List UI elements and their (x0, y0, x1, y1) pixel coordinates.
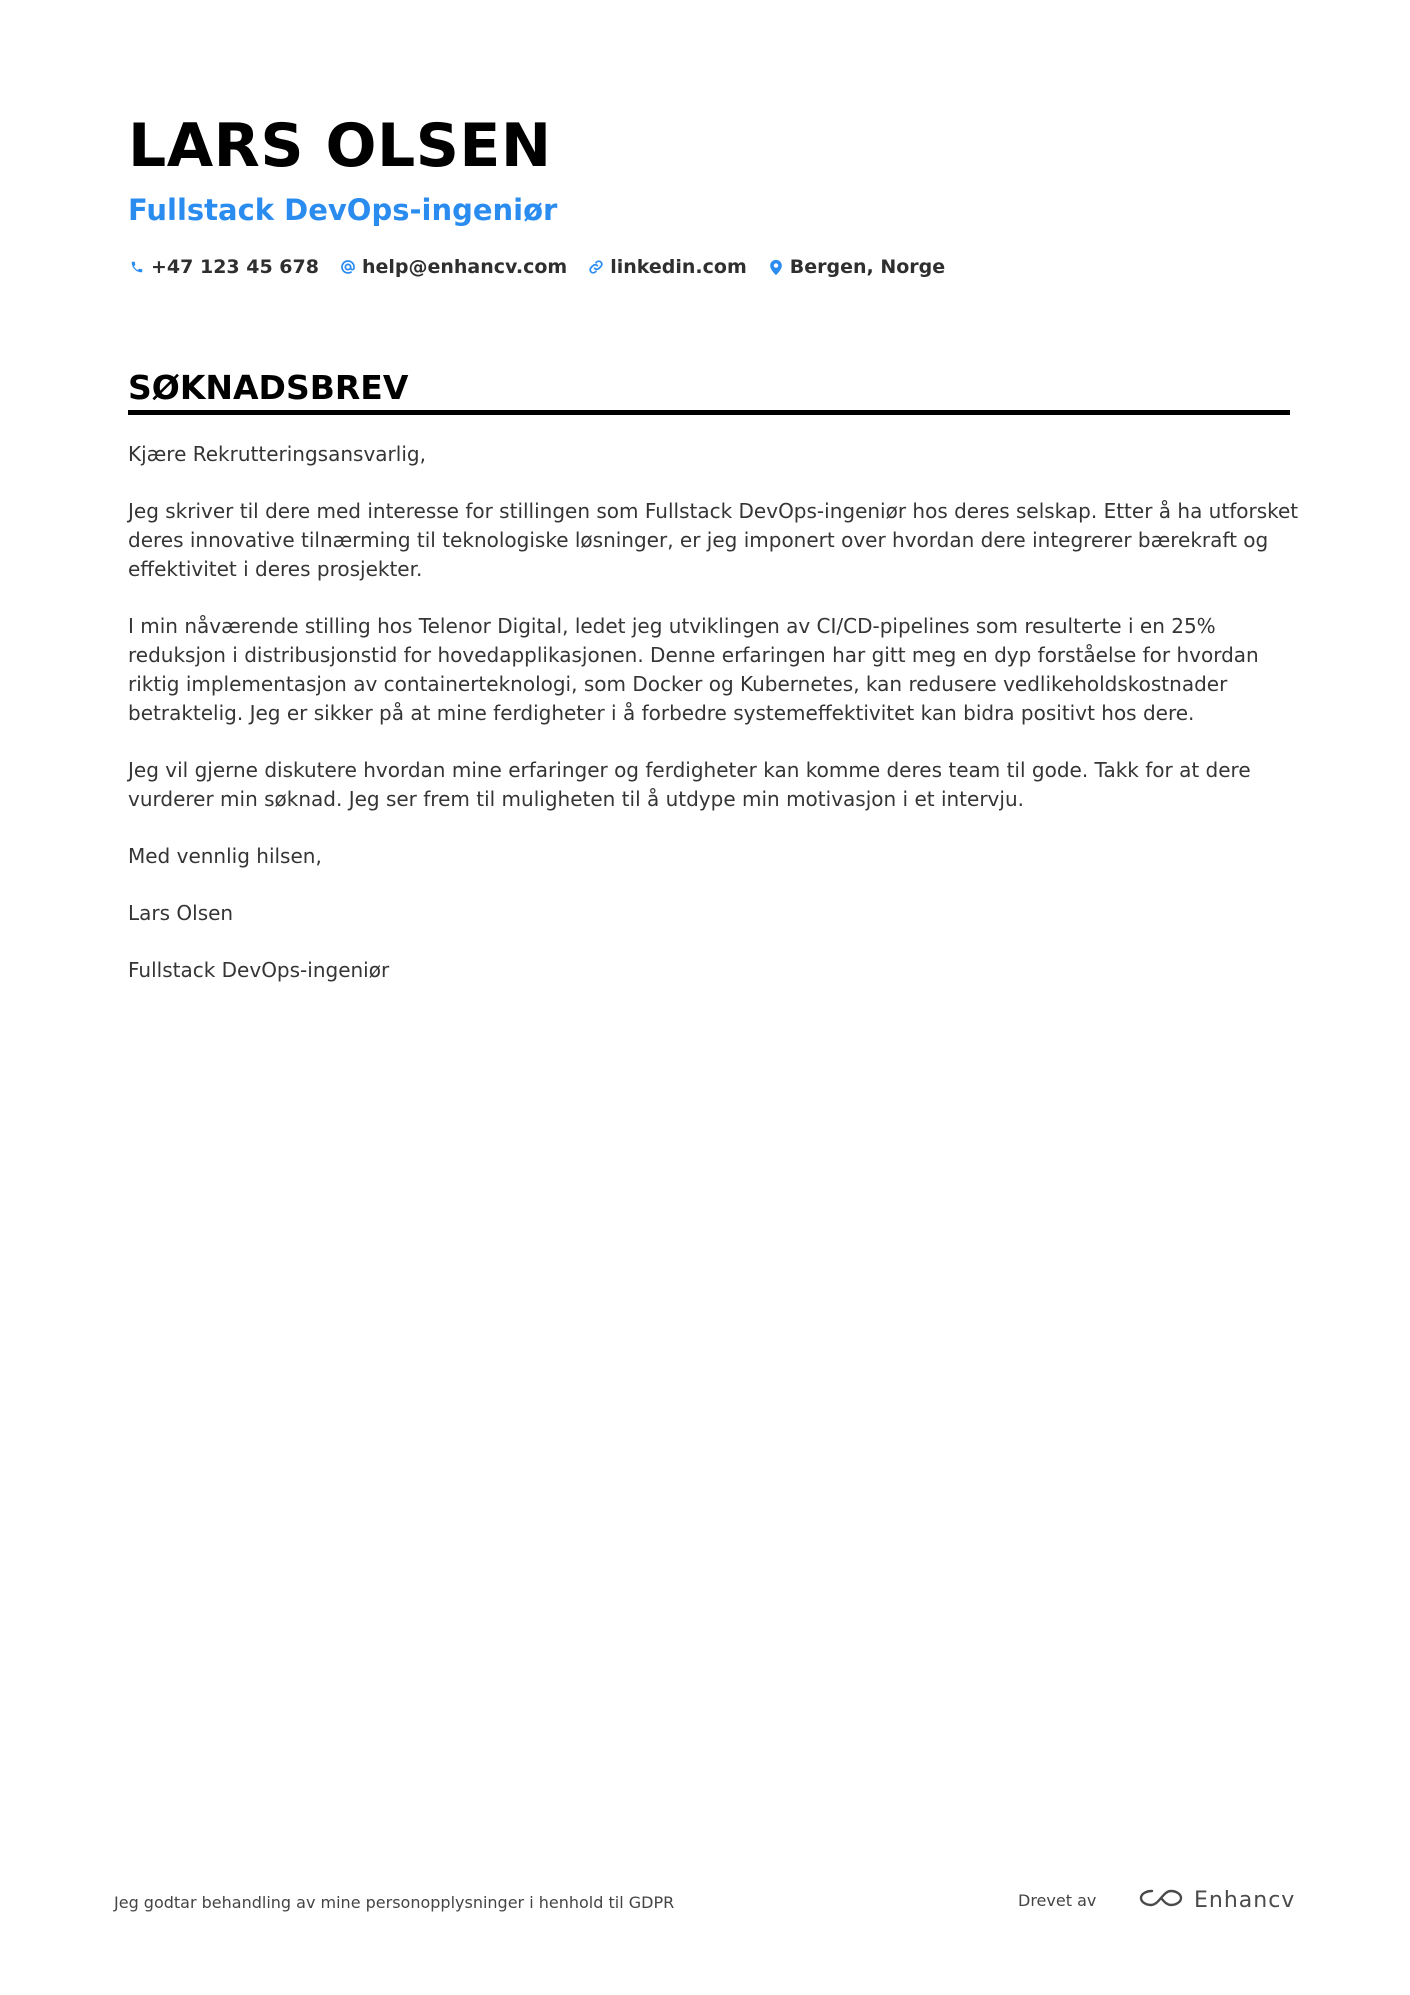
brand-logo[interactable] (1138, 1884, 1295, 1916)
contact-linkedin-text[interactable]: linkedin.com (610, 256, 747, 278)
letter-paragraph: Jeg vil gjerne diskutere hvordan mine erfaringer og ferdigheter kan komme deres team til gode. Takk for at dere vurderer min søknad. Jeg ser frem til muligheten til å utdype min motivasjon i et intervju. (128, 758, 1251, 811)
contact-linkedin[interactable] (587, 256, 747, 278)
powered-by-label: Drevet av (1018, 1891, 1097, 1910)
letter-closing: Med vennlig hilsen, (128, 844, 322, 868)
letter-paragraph: I min nåværende stilling hos Telenor Digital, ledet jeg utviklingen av CI/CD-pipelines som resulterte i en 25% reduksjon i distribusjonstid for hovedapplikasjonen. Denne erfaringen har gitt meg en dyp forståelse for hvordan riktig implementasjon av containerteknologi, som Docker og Kubernetes, kan redusere vedlikeholdskostnader betraktelig. Jeg er sikker på at mine ferdigheter i å forbedre systemeffektivitet kan bidra positivt hos dere. (128, 614, 1259, 725)
link-icon (587, 257, 605, 277)
signature-name: Lars Olsen (128, 901, 234, 925)
gdpr-consent-text: Jeg godtar behandling av mine personopplysninger i henhold til GDPR (114, 1893, 675, 1912)
contact-location (767, 256, 945, 278)
enhancv-logo-icon (1138, 1885, 1184, 1916)
letter-greeting: Kjære Rekrutteringsansvarlig, (128, 442, 426, 466)
applicant-name: LARS OLSEN (128, 111, 552, 181)
contact-email[interactable] (339, 256, 567, 278)
letter-body (128, 440, 1300, 1013)
section-divider (128, 410, 1290, 415)
at-icon (339, 257, 357, 277)
contact-email-text[interactable]: help@enhancv.com (361, 256, 568, 278)
brand-name: Enhancv (1194, 1887, 1296, 1913)
contact-bar (128, 252, 965, 282)
contact-phone-text: +47 123 45 678 (151, 256, 319, 278)
applicant-title: Fullstack DevOps-ingeniør (128, 193, 558, 227)
location-pin-icon (767, 257, 785, 277)
phone-icon (128, 257, 146, 277)
section-title: SØKNADSBREV (128, 368, 409, 407)
letter-paragraph: Jeg skriver til dere med interesse for stillingen som Fullstack DevOps-ingeniør hos deres selskap. Etter å ha utforsket deres innovative tilnærming til teknologiske løsninger, er jeg imponert over hvordan dere integrerer bærekraft og effektivitet i deres prosjekter. (128, 499, 1299, 581)
contact-phone (128, 256, 319, 278)
signature-title: Fullstack DevOps-ingeniør (128, 958, 390, 982)
contact-location-text: Bergen, Norge (789, 256, 946, 278)
